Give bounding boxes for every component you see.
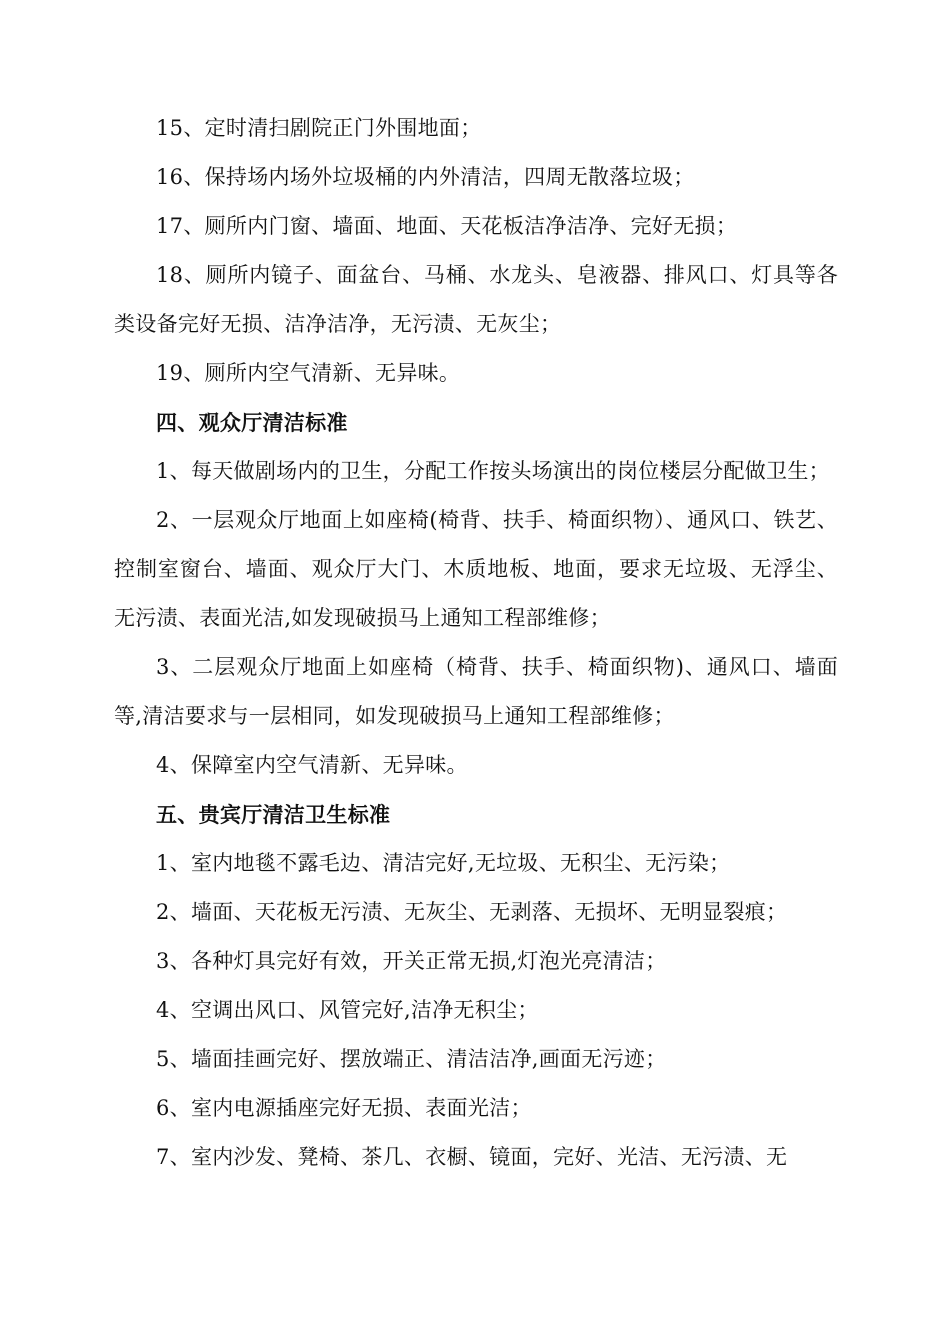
list-item-vip-2: 2、墙面、天花板无污渍、无灰尘、无剥落、无损坏、无明显裂痕；: [156, 900, 788, 924]
list-item-auditorium-2: 2、一层观众厅地面上如座椅(椅背、扶手、椅面织物）、通风口、铁艺、控制室窗台、墙面、观众厅大门、木质地板、地面，要求无垃圾、无浮尘、无污渍、表面光洁,如发现破损马上通知工程部维修；: [114, 508, 838, 630]
list-item-16: 16、保持场内场外垃圾桶的内外清洁，四周无散落垃圾；: [156, 165, 695, 189]
document-body: [114, 104, 838, 1182]
list-item-auditorium-4: 4、保障室内空气清新、无异味。: [156, 753, 468, 777]
list-item-auditorium-3: 3、二层观众厅地面上如座椅（椅背、扶手、椅面织物)、通风口、墙面等,清洁要求与一层相同，如发现破损马上通知工程部维修；: [114, 655, 838, 728]
list-item-vip-4: 4、空调出风口、风管完好,洁净无积尘；: [156, 998, 539, 1022]
list-item-vip-6: 6、室内电源插座完好无损、表面光洁；: [156, 1096, 532, 1120]
list-item-vip-7: 7、室内沙发、凳椅、茶几、衣橱、镜面，完好、光洁、无污渍、无: [156, 1145, 788, 1169]
section-heading-auditorium: 四、观众厅清洁标准: [156, 410, 348, 435]
list-item-15: 15、定时清扫剧院正门外围地面；: [156, 116, 482, 140]
list-item-vip-5: 5、墙面挂画完好、摆放端正、清洁洁净,画面无污迹；: [156, 1047, 667, 1071]
list-item-vip-1: 1、室内地毯不露毛边、清洁完好,无垃圾、无积尘、无污染；: [156, 851, 731, 875]
section-heading-vip-room: 五、贵宾厅清洁卫生标准: [156, 802, 391, 827]
list-item-18: 18、厕所内镜子、面盆台、马桶、水龙头、皂液器、排风口、灯具等各类设备完好无损、洁净洁净，无污渍、无灰尘；: [114, 263, 838, 336]
list-item-19: 19、厕所内空气清新、无异味。: [156, 361, 461, 385]
list-item-vip-3: 3、各种灯具完好有效，开关正常无损,灯泡光亮清洁；: [156, 949, 667, 973]
list-item-17: 17、厕所内门窗、墙面、地面、天花板洁净洁净、完好无损；: [156, 214, 738, 238]
list-item-auditorium-1: 1、每天做剧场内的卫生，分配工作按头场演出的岗位楼层分配做卫生；: [156, 459, 830, 483]
